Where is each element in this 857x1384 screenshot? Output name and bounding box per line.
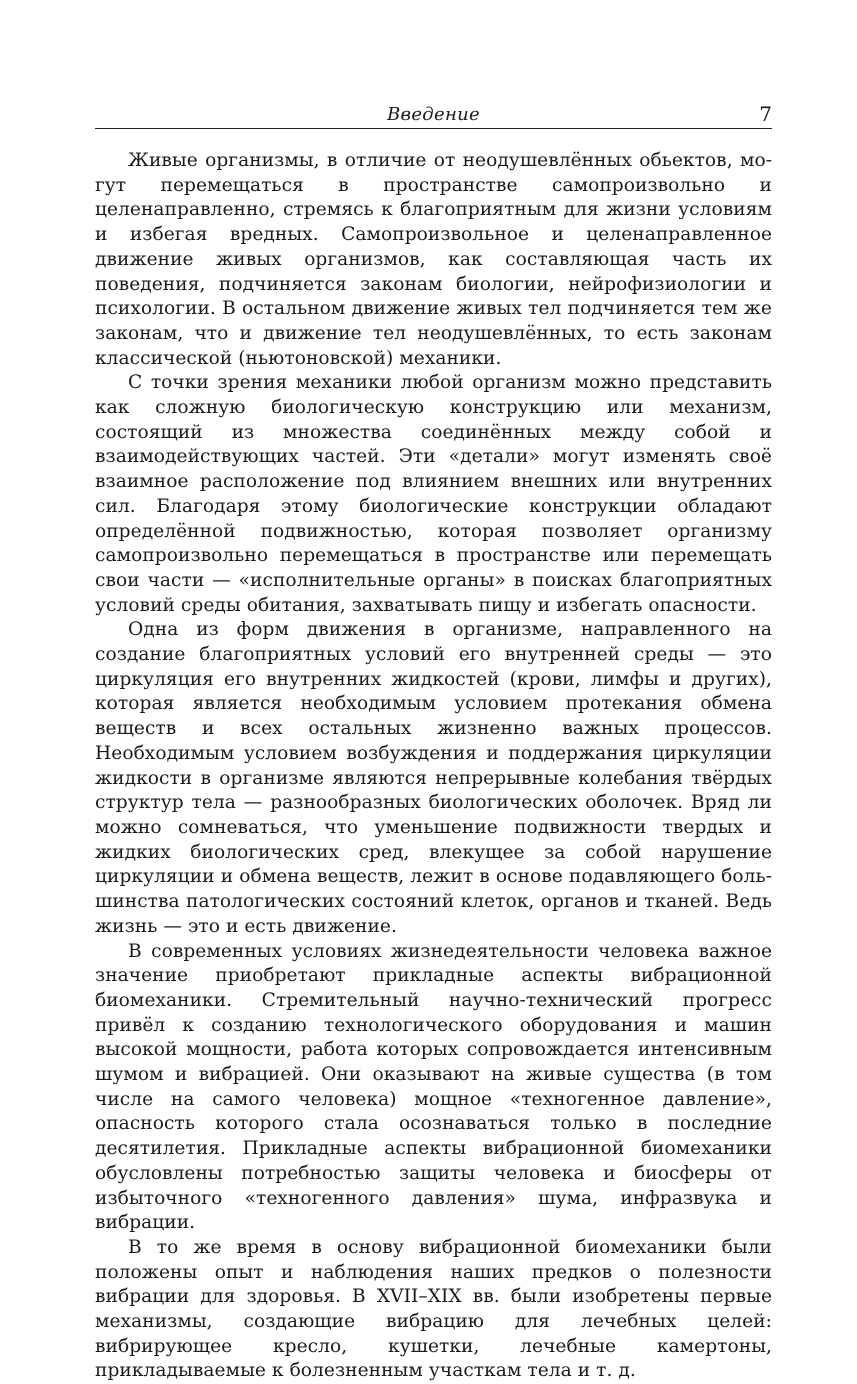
paragraph-mechanical-view: С точки зрения механики любой организм можно представить как сложную биологическую конструкцию или механизм, состоящий из множества соединённых между собой и взаимодействующих частей. Эти «детали» могут изменять своё взаимное расположение под влиянием внешних или внутренних сил. Благодаря этому биологические конструкции обладают определённой подвижностью, которая позволяет организму самопроизвольно перемещаться в пространстве или перемещать свои части — «исполнительные органы» в поисках благоприятных условий среды обитания, захватывать пищу и избегать опасности. [95,372,772,616]
running-title: Введение [387,104,480,125]
body-text [95,149,772,1384]
paragraph-organisms-motion: Живые организмы, в отличие от неодушевлённых обьектов, могут перемещаться в пространстве самопроизвольно и целенаправленно, стремясь к благоприятным для жизни условиям и избегая вредных. Самопроизвольное и целенаправленное движение живых организмов, как составляющая часть их поведения, подчиняется законам биологии, нейрофизиологии и психологии. В остальном движение живых тел подчиняется тем же законам, что и движение тел неодушевлённых, то есть законам классической (ньютоновской) механики. [95,150,772,369]
paragraph-historical-vibration: В то же время в основу вибрационной биомеханики были положены опыт и наблюдения наших предков о полезности вибрации для здоровья. В XVII–XIX вв. были изобретены первые механизмы, создающие вибрацию для лечебных целей: вибрирующее кресло, кушетки, лечебные камертоны, прикладываемые к болезненным участкам тела и т. д. [95,1236,772,1382]
book-page [95,100,772,1384]
paragraph-applied-aspects: В современных условиях жизнедеятельности человека важное значение приобретают прикладные аспекты вибрационной биомеханики. Стремительный научно-технический прогресс привёл к созданию технологического оборудования и машин высокой мощности, работа которых сопровождается интенсивным шумом и вибрацией. Они оказывают на живые существа (в том числе на самого человека) мощное «техногенное давление», опасность которого стала осознаваться только в последние десятилетия. Прикладные аспекты вибрационной биомеханики обусловлены потребностью защиты человека и биосферы от избыточного «техногенного давления» шума, инфразвука и вибрации. [95,940,772,1234]
paragraph-fluid-circulation: Одна из форм движения в организме, направленного на создание благоприятных условий его внутренней среды — это циркуляция его внутренних жидкостей (крови, лимфы и других), которая является необходимым условием протекания обмена веществ и всех остальных жизненно важных процессов. Необходимым условием возбуждения и поддержания циркуляции жидкости в организме являются непрерывные колебания твёрдых структур тела — разнообразных биологических оболочек. Вряд ли можно сомневаться, что уменьшение подвижности твердых и жидких биологических сред, влекущее за собой нарушение циркуляции и обмена веществ, лежит в основе подавляющего большинства патологических состояний клеток, органов и тканей. Ведь жизнь — это и есть движение. [95,619,772,937]
running-header [95,100,772,129]
page-number: 7 [759,102,772,126]
